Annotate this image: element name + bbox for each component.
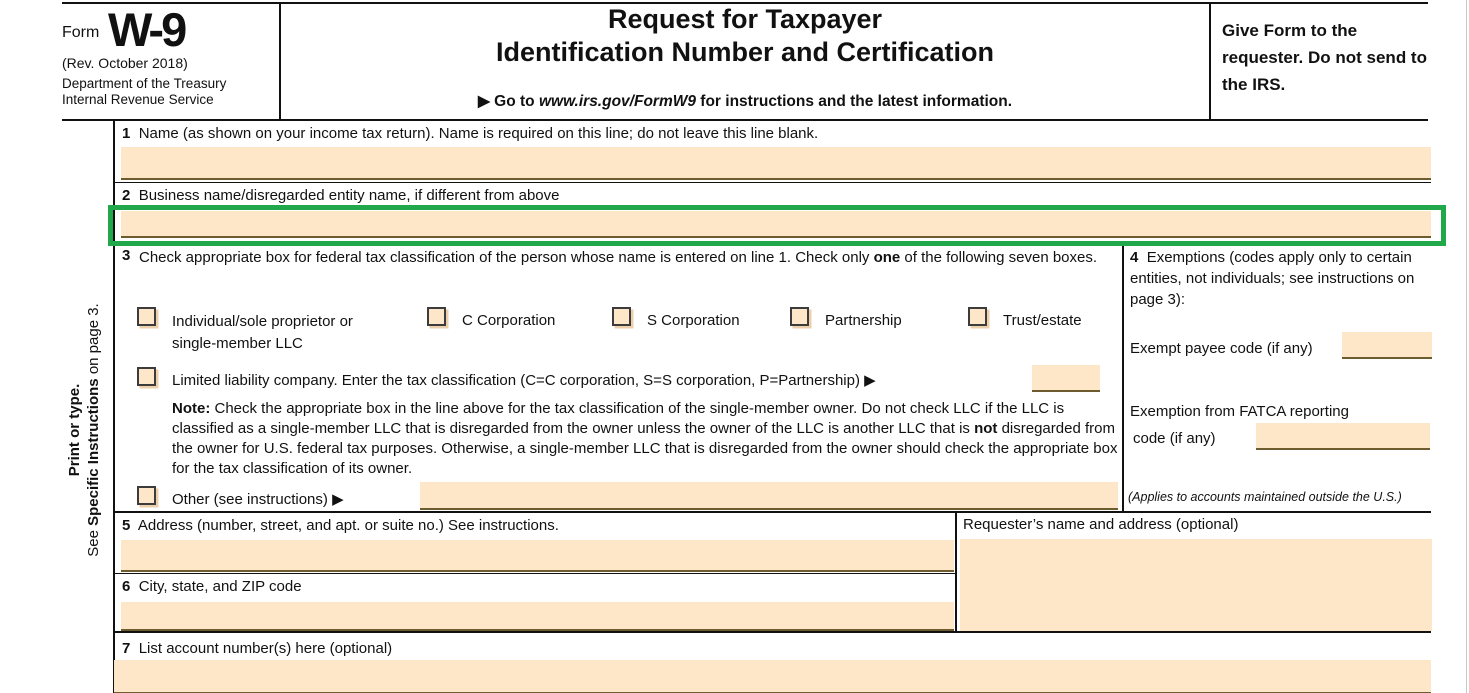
section4-number: 4 [1130,249,1139,266]
row6-separator [113,631,1431,633]
form-revision: (Rev. October 2018) [62,55,188,71]
line2-number: 2 [122,187,131,204]
note-text-a: Check the appropriate box in the line above for the tax classification of the single-member owner. Do not check LLC if the LLC is classified as a single-member LLC that is disregarded from the owner unless the owner of the LLC is another LLC that is [172,400,1065,437]
line5-number: 5 [122,517,131,534]
goto-suffix: for instructions and the latest information. [695,93,1013,110]
requester-name-address-input[interactable] [960,539,1432,631]
line2-label [122,186,559,206]
checkbox-llc[interactable] [137,367,156,386]
line7-number: 7 [122,640,131,657]
goto-instruction [285,92,1205,111]
label-other-text: Other (see instructions) [172,491,333,508]
agency-line1: Department of the Treasury [62,76,227,91]
line1-label [122,124,818,144]
line6-number: 6 [122,578,131,595]
fatca-label-line1: Exemption from FATCA reporting [1130,403,1349,420]
line7-label [122,639,392,659]
section4-divider [1122,243,1124,512]
form-title [285,3,1205,69]
line5-label [122,516,559,536]
label-individual-line1: Individual/sole proprietor or [172,313,353,330]
line6-text: City, state, and ZIP code [138,578,302,595]
line3-text-b: of the following seven boxes. [900,249,1098,266]
checkbox-individual[interactable] [137,307,156,326]
row1-separator [113,182,1431,183]
label-llc [172,371,1072,391]
city-state-zip-input[interactable] [121,602,954,631]
label-individual-line2: single-member LLC [172,335,303,352]
line7-text: List account number(s) here (optional) [138,640,393,657]
fatca-applies-note: (Applies to accounts maintained outside the U.S.) [1128,490,1402,504]
address-input[interactable] [121,540,954,572]
line1-number: 1 [122,125,131,142]
name-input[interactable] [121,147,1431,180]
label-individual [172,311,353,355]
arrow-right-icon: ▶ [864,372,876,389]
header-bottom-rule [62,119,1428,121]
line3-text-a: Check appropriate box for federal tax classification of the person whose name is entered on line 1. Check only [139,249,874,266]
label-partnership: Partnership [825,312,902,329]
requester-divider [955,511,957,632]
section4-text: Exemptions (codes apply only to certain entities, not individuals; see instructions on page 3): [1130,249,1415,308]
header-divider-right [1209,2,1211,119]
label-other [172,490,344,510]
label-s-corporation: S Corporation [647,312,740,329]
highlight-box-line2 [108,205,1446,246]
agency-line2: Internal Revenue Service [62,92,214,107]
line2-text: Business name/disregarded entity name, if different from above [138,187,560,204]
checkbox-trust-estate[interactable] [968,307,987,326]
screen-right-edge [1466,0,1467,693]
checkbox-s-corporation[interactable] [612,307,631,326]
row5-separator [113,573,955,574]
arrow-right-icon: ▶ [477,93,490,110]
exempt-payee-code-input[interactable] [1342,332,1432,359]
side-bold: Specific Instructions [85,378,102,526]
exempt-payee-label: Exempt payee code (if any) [1130,340,1313,357]
note-bold: Note: [172,400,211,417]
line1-text: Name (as shown on your income tax return). Name is required on this line; do not leave this line blank. [138,125,819,142]
goto-url: www.irs.gov/FormW9 [538,93,696,110]
checkbox-c-corporation[interactable] [427,307,446,326]
account-numbers-input[interactable] [114,660,1431,693]
form-title-line2: Identification Number and Certification [495,37,995,67]
form-title-line1: Request for Taxpayer [607,4,883,34]
specific-instructions-line [84,170,103,690]
side-suffix: on page 3. [85,303,102,379]
give-form-note: Give Form to the requester. Do not send to the IRS. [1222,21,1427,94]
form-number: W-9 [108,3,185,56]
form-word: Form [62,24,100,41]
note-text-b: disregarded from the owner for U.S. federal tax purposes. Otherwise, a single-member LLC that is disregarded from the owner should check the appropriate box for the tax classification of its owner. [172,420,1118,477]
llc-note [172,399,1122,479]
print-or-type-sidenote [65,170,103,690]
line3-label [139,247,1124,268]
section4-label [1130,247,1422,310]
line3-text-bold: one [873,249,901,266]
checkbox-other[interactable] [137,486,156,505]
checkbox-partnership[interactable] [790,307,809,326]
header-divider-left [279,2,281,119]
arrow-right-icon: ▶ [332,491,344,508]
row4-separator [113,511,1431,513]
line5-text: Address (number, street, and apt. or suite no.) See instructions. [137,517,559,534]
label-c-corporation: C Corporation [462,312,556,329]
label-llc-text: Limited liability company. Enter the tax classification (C=C corporation, S=S corporation, P=Partnership) [172,372,865,389]
print-or-type-line: Print or type. [66,383,83,477]
fatca-label-line2: code (if any) [1133,430,1216,447]
goto-prefix: Go to [489,93,539,110]
requester-label: Requester’s name and address (optional) [963,516,1239,533]
note-bold2: not [974,420,998,437]
side-prefix: See [85,525,102,557]
llc-classification-input[interactable] [1032,365,1100,392]
other-instructions-input[interactable] [420,482,1118,510]
line6-label [122,577,302,597]
label-trust-estate: Trust/estate [1003,312,1082,329]
fatca-code-input[interactable] [1256,423,1430,450]
line3-number: 3 [122,247,131,264]
